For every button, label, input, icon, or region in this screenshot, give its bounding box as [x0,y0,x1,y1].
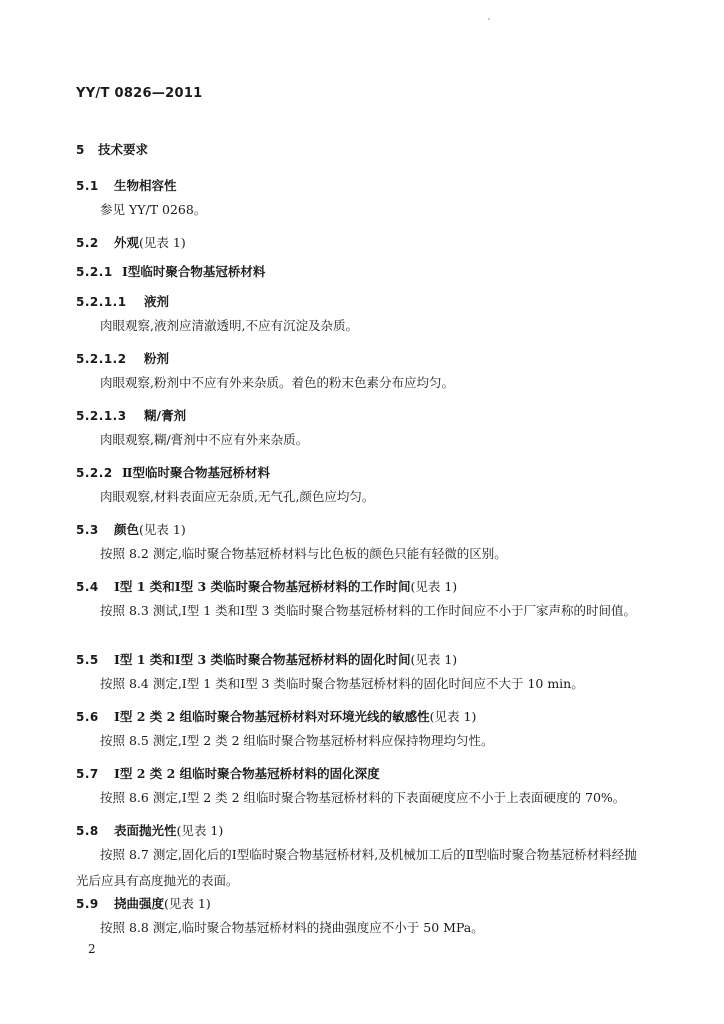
section-number: 5.2.1.1 [76,295,127,309]
paragraph: 按照 8.6 测定,Ⅰ型 2 类 2 组临时聚合物基冠桥材料的下表面硬度应不小于上表面硬度的 70%。 [100,790,626,805]
section-title: 液剂 [144,294,170,309]
section-number: 5.6 [76,710,99,724]
table-reference: (见表 1) [139,522,186,537]
heading-5-2-1-3 [76,406,186,424]
section-title: Ⅰ型临时聚合物基冠桥材料 [122,264,266,279]
scan-speck [488,18,490,20]
section-title: 技术要求 [98,142,149,157]
section-title: Ⅰ型 2 类 2 组临时聚合物基冠桥材料的固化深度 [114,766,380,781]
section-title: 外观 [114,235,140,250]
table-reference: (见表 1) [139,235,186,250]
paragraph: 肉眼观察,糊/膏剂中不应有外来杂质。 [100,432,309,447]
heading-5-4 [76,577,457,595]
paragraph: 参见 YY/T 0268。 [100,202,207,217]
section-title: 挠曲强度 [114,896,165,911]
paragraph: 按照 8.7 测定,固化后的Ⅰ型临时聚合物基冠桥材料,及机械加工后的Ⅱ型临时聚合物基冠桥材料经抛光后应具有高度抛光的表面。 [76,847,637,888]
section-number: 5.8 [76,824,99,838]
section-number: 5.2.1.3 [76,409,127,423]
section-title: Ⅱ型临时聚合物基冠桥材料 [122,465,271,480]
heading-5-6 [76,707,476,725]
paragraph: 按照 8.4 测定,Ⅰ型 1 类和Ⅰ型 3 类临时聚合物基冠桥材料的固化时间应不大于 10 min。 [100,676,584,691]
section-title: 生物相容性 [114,178,177,193]
heading-5-2-2 [76,463,270,481]
heading-5-9 [76,894,211,912]
heading-5-2 [76,233,186,251]
section-title: 颜色 [114,522,140,537]
table-reference: (见表 1) [429,709,477,724]
paragraph: 按照 8.2 测定,临时聚合物基冠桥材料与比色板的颜色只能有轻微的区别。 [100,546,507,561]
heading-5-1 [76,176,177,194]
section-number: 5 [76,143,85,157]
section-number: 5.5 [76,653,99,667]
section-number: 5.2.2 [76,466,113,480]
heading-5-5 [76,650,457,668]
section-title: 表面抛光性 [114,823,177,838]
section-title: 粉剂 [144,351,170,366]
paragraph: 肉眼观察,材料表面应无杂质,无气孔,颜色应均匀。 [100,489,375,504]
heading-5-3 [76,520,186,538]
section-number: 5.4 [76,580,99,594]
table-reference: (见表 1) [176,823,224,838]
section-number: 5.2.1 [76,265,113,279]
table-reference: (见表 1) [410,579,458,594]
paragraph: 肉眼观察,粉剂中不应有外来杂质。着色的粉末色素分布应均匀。 [100,375,454,390]
heading-5-2-1-2 [76,349,169,367]
table-reference: (见表 1) [410,652,458,667]
section-title: Ⅰ型 1 类和Ⅰ型 3 类临时聚合物基冠桥材料的固化时间 [114,652,411,667]
section-title: 糊/膏剂 [144,408,187,423]
standard-code-header: YY/T 0826—2011 [76,86,203,101]
paragraph: 按照 8.8 测定,临时聚合物基冠桥材料的挠曲强度应不小于 50 MPa。 [100,920,484,935]
heading-5-2-1-1 [76,292,169,310]
page-number: 2 [88,942,96,956]
section-number: 5.7 [76,767,99,781]
section-number: 5.2.1.2 [76,352,127,366]
paragraph: 按照 8.5 测定,Ⅰ型 2 类 2 组临时聚合物基冠桥材料应保持物理均匀性。 [100,733,494,748]
section-number: 5.9 [76,897,99,911]
heading-5-2-1 [76,262,265,280]
paragraph: 按照 8.3 测试,Ⅰ型 1 类和Ⅰ型 3 类临时聚合物基冠桥材料的工作时间应不小于厂家声称的时间值。 [100,603,636,618]
heading-5 [76,140,148,158]
section-title: Ⅰ型 1 类和Ⅰ型 3 类临时聚合物基冠桥材料的工作时间 [114,579,411,594]
section-title: Ⅰ型 2 类 2 组临时聚合物基冠桥材料对环境光线的敏感性 [114,709,430,724]
section-number: 5.1 [76,179,99,193]
heading-5-8 [76,821,223,839]
table-reference: (见表 1) [164,896,211,911]
section-number: 5.3 [76,523,99,537]
paragraph: 肉眼观察,液剂应清澈透明,不应有沉淀及杂质。 [100,318,358,333]
section-number: 5.2 [76,236,99,250]
heading-5-7 [76,764,380,782]
